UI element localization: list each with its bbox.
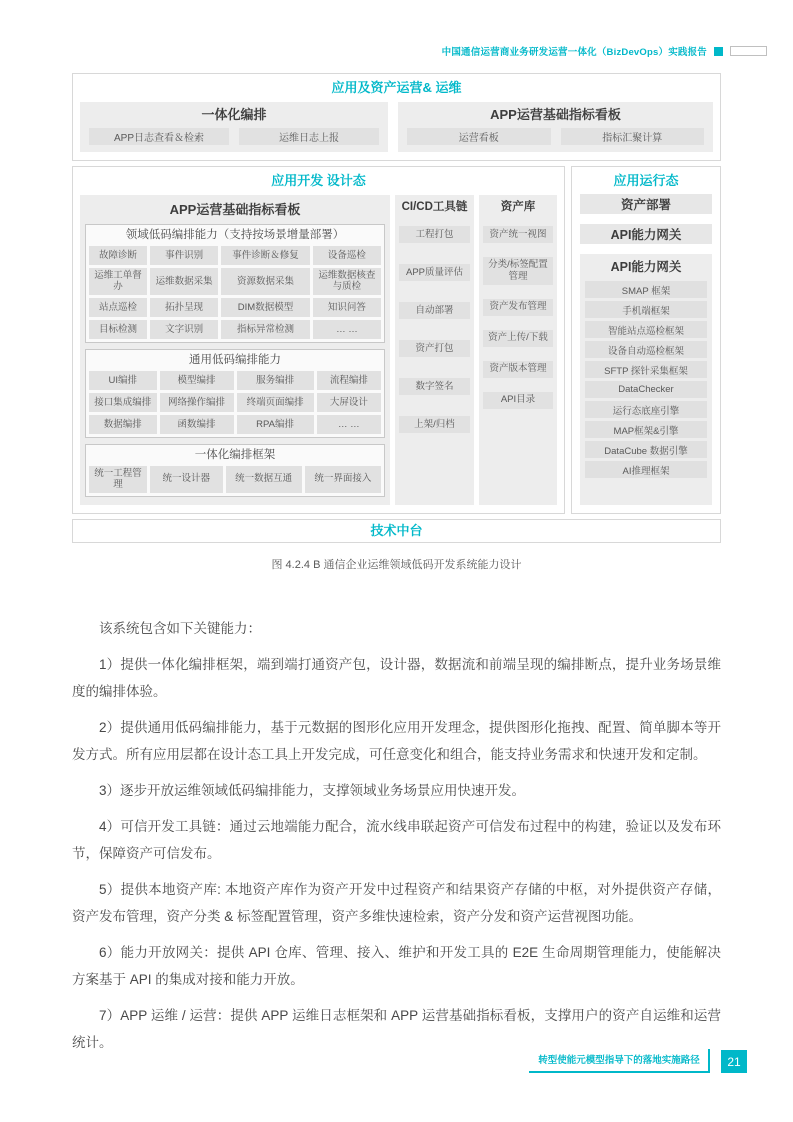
dev-design-section (72, 166, 565, 514)
capability-chip: 服务编排 (237, 371, 314, 390)
asset-repo-title: 资产库 (500, 201, 536, 213)
capability-chip: 目标检测 (89, 320, 147, 339)
cicd-toolchain-title: CI/CD工具链 (401, 201, 468, 213)
capability-chip: 资产上传/下载 (483, 330, 553, 347)
domain-lowcode-group (85, 224, 385, 343)
app-kpi-board (80, 195, 390, 505)
capability-chip: 指标异常检测 (221, 320, 310, 339)
domain-lowcode-grid (89, 246, 381, 339)
framework-chip: 运行态底座引擎 (585, 401, 707, 418)
ops-section-title: 应用及资产运营& 运维 (331, 80, 462, 95)
unified-framework-grid (89, 466, 381, 493)
api-gateway-framework-panel (580, 254, 712, 505)
diagram-chip: 运维日志上报 (239, 128, 379, 145)
capability-chip: 运维工单督办 (89, 268, 147, 295)
tech-platform-title: 技术中台 (370, 522, 423, 538)
figure-caption: 图 4.2.4 B 通信企业运维领域低码开发系统能力设计 (271, 558, 522, 571)
capability-chip: 大屏设计 (317, 393, 381, 412)
capability-chip: 资产打包 (399, 340, 470, 357)
capability-chip: 文字识别 (150, 320, 218, 339)
capability-chip: 分类/标签配置管理 (483, 257, 553, 285)
kpi-board-panel-title: APP运营基础指标看板 (490, 107, 621, 122)
generic-lowcode-group (85, 349, 385, 438)
capability-chip: 终端页面编排 (237, 393, 314, 412)
body-paragraph: 6）能力开放网关：提供 API 仓库、管理、接入、维护和开发工具的 E2E 生命周期管理能力，使能解决方案基于 API 的集成对接和能力开放。 (72, 944, 721, 987)
body-paragraph: 2）提供通用低码编排能力，基于元数据的图形化应用开发理念，提供图形化拖拽、配置、简单脚本等开发方式。所有应用层都在设计态工具上开发完成，可任意变化和组合，能支持业务需求和快速开发和定制。 (72, 719, 721, 762)
framework-chip: SFTP 探针采集框架 (585, 361, 707, 378)
diagram-chip: 指标汇聚计算 (561, 128, 705, 145)
page-number: 21 (721, 1050, 747, 1073)
capability-chip: 流程编排 (317, 371, 381, 390)
capability-chip: 事件诊断＆修复 (221, 246, 310, 265)
capability-chip: 资产统一视图 (483, 226, 553, 243)
footer-rule (529, 1071, 710, 1073)
api-gateway-bar: API能力网关 (580, 224, 712, 244)
capability-chip: 统一设计器 (150, 466, 223, 493)
header-rect-marker (730, 46, 767, 56)
dev-design-content (80, 195, 557, 505)
unified-framework-group-title: 一体化编排框架 (194, 448, 276, 461)
generic-lowcode-grid (89, 371, 381, 434)
capability-chip: 网络操作编排 (160, 393, 234, 412)
capability-chip: 统一工程管理 (89, 466, 147, 493)
body-paragraph: 4）可信开发工具链：通过云地端能力配合，流水线串联起资产可信发布过程中的构建，验证以及发布环节，保障资产可信发布。 (72, 818, 721, 861)
capability-chip: 资产发布管理 (483, 299, 553, 316)
capability-chip: 故障诊断 (89, 246, 147, 265)
body-text (72, 615, 721, 1056)
figure-diagram (72, 73, 721, 543)
capability-chip: 资产版本管理 (483, 361, 553, 378)
framework-chip: 智能站点巡检框架 (585, 321, 707, 338)
body-paragraphs (72, 651, 721, 1056)
framework-chip: MAP框架&引擎 (585, 421, 707, 438)
capability-chip: UI编排 (89, 371, 157, 390)
unified-framework-group (85, 444, 385, 497)
running-head-title: 中国通信运营商业务研发运营一体化（BizDevOps）实践报告 (441, 47, 707, 58)
kpi-board-panel-items (403, 128, 708, 145)
runtime-section-title: 应用运行态 (613, 173, 679, 188)
capability-chip: 运维数据核查与质检 (313, 268, 381, 295)
capability-chip: 统一界面接入 (305, 466, 381, 493)
capability-chip: 模型编排 (160, 371, 234, 390)
domain-lowcode-group-title: 领域低码编排能力（支持按场景增量部署） (125, 229, 345, 241)
capability-chip: … … (313, 320, 381, 339)
body-paragraph: 1）提供一体化编排框架，端到端打通资产包，设计器，数据流和前端呈现的编排断点，提升业务场景维度的编排体验。 (72, 656, 721, 699)
api-gateway-framework-title: API能力网关 (610, 260, 682, 274)
capability-chip: DIM数据模型 (221, 298, 310, 317)
capability-chip: 函数编排 (160, 415, 234, 434)
framework-chip: 手机端框架 (585, 301, 707, 318)
header-square-marker (714, 47, 723, 56)
asset-repo-items (483, 226, 553, 409)
runtime-section (571, 166, 721, 514)
tech-platform-bar (72, 519, 721, 543)
capability-chip: 上架/归档 (399, 416, 470, 433)
cicd-toolchain-items (399, 226, 470, 433)
capability-chip: … … (317, 415, 381, 434)
capability-chip: 数据编排 (89, 415, 157, 434)
capability-chip: 接口集成编排 (89, 393, 157, 412)
capability-chip: 资源数据采集 (221, 268, 310, 295)
body-paragraph: 5）提供本地资产库: 本地资产库作为资产开发中过程资产和结果资产存储的中枢，对外提供资产存储，资产发布管理，资产分类 & 标签配置管理，资产多维快速检索，资产分发和资产运营视图功能。 (72, 881, 721, 924)
framework-chip: 设备自动巡检框架 (585, 341, 707, 358)
framework-chip: AI推理框架 (585, 461, 707, 478)
orchestration-panel (80, 102, 388, 152)
asset-deploy-bar: 资产部署 (580, 194, 712, 214)
framework-chip: DataChecker (585, 381, 707, 398)
orchestration-panel-title: 一体化编排 (201, 107, 267, 122)
footer-section-title: 转型使能元模型指导下的落地实施路径 (538, 1055, 700, 1066)
framework-chip: SMAP 框架 (585, 281, 707, 298)
body-paragraph: 3）逐步开放运维领域低码编排能力，支撑领域业务场景应用快速开发。 (99, 782, 526, 798)
capability-chip: RPA编排 (237, 415, 314, 434)
asset-repo-column (479, 195, 557, 505)
capability-chip: API目录 (483, 392, 553, 409)
capability-chip: 工程打包 (399, 226, 470, 243)
capability-chip: 设备巡检 (313, 246, 381, 265)
orchestration-panel-items (85, 128, 383, 145)
capability-chip: 事件识别 (150, 246, 218, 265)
ops-section (72, 73, 721, 161)
capability-chip: APP质量评估 (399, 264, 470, 281)
diagram-chip: 运营看板 (407, 128, 551, 145)
kpi-board-panel (398, 102, 713, 152)
capability-chip: 站点巡检 (89, 298, 147, 317)
cicd-toolchain-column (395, 195, 474, 505)
framework-chip: DataCube 数据引擎 (585, 441, 707, 458)
body-paragraph: 7）APP 运维 / 运营：提供 APP 运维日志框架和 APP 运营基础指标看板，支撑用户的资产自运维和运营统计。 (72, 1007, 721, 1050)
footer-divider (708, 1049, 710, 1073)
capability-chip: 拓扑呈现 (150, 298, 218, 317)
body-intro: 该系统包含如下关键能力： (99, 620, 261, 636)
app-kpi-board-title: APP运营基础指标看板 (169, 202, 301, 217)
capability-chip: 运维数据采集 (150, 268, 218, 295)
generic-lowcode-group-title: 通用低码编排能力 (189, 353, 281, 366)
api-gateway-framework-items (585, 281, 707, 478)
capability-chip: 自动部署 (399, 302, 470, 319)
page-header (442, 44, 767, 58)
middle-row (72, 166, 721, 514)
ops-panels-row (80, 102, 713, 152)
capability-chip: 统一数据互通 (226, 466, 302, 493)
dev-design-section-title: 应用开发 设计态 (271, 173, 366, 188)
diagram-chip: APP日志查看＆检索 (89, 128, 229, 145)
capability-chip: 知识问答 (313, 298, 381, 317)
capability-chip: 数字签名 (399, 378, 470, 395)
